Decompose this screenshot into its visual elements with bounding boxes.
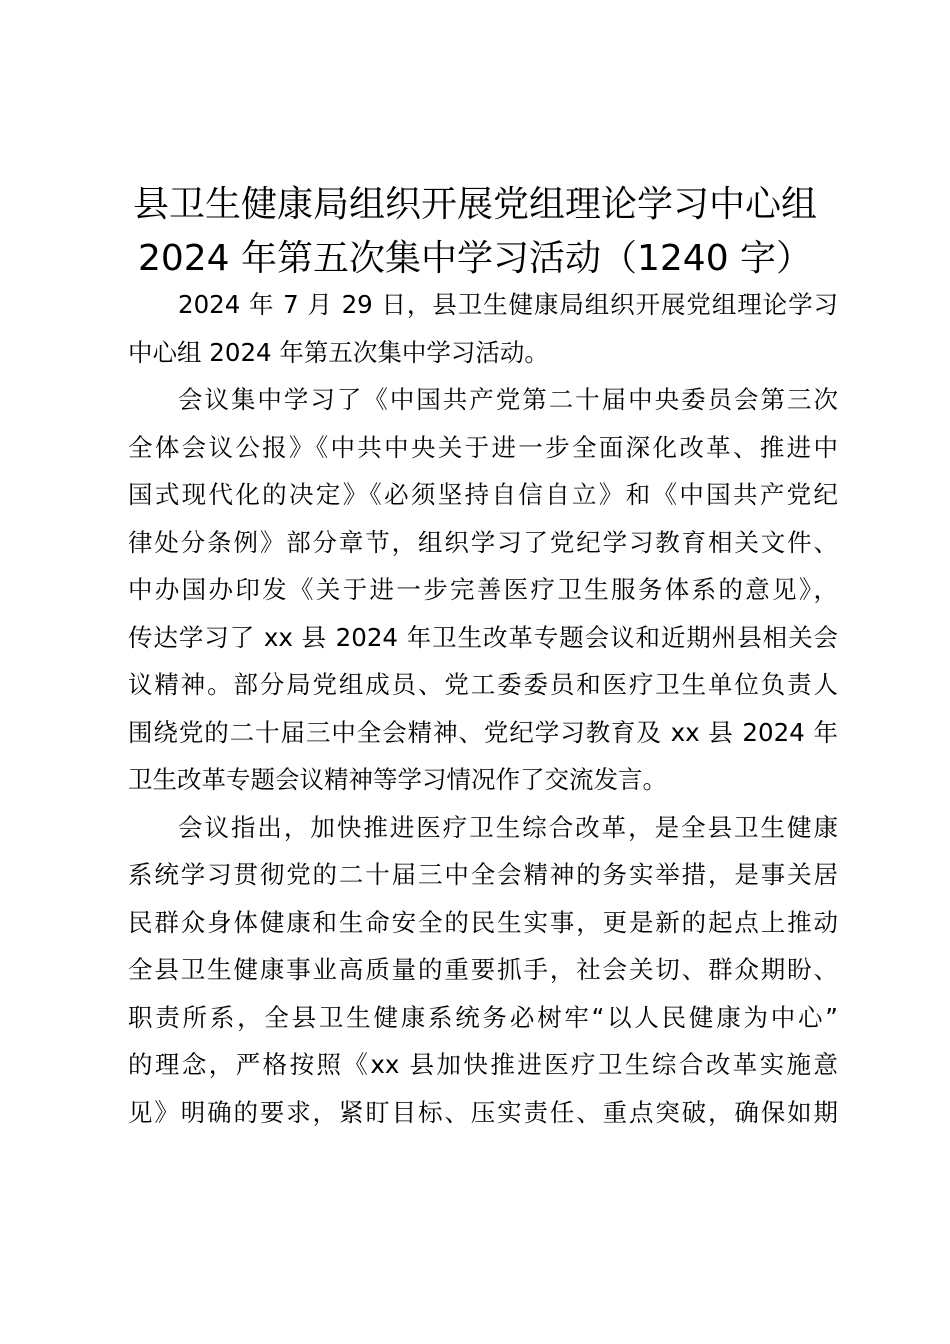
paragraph-line: 议精神。部分局党组成员、党工委委员和医疗卫生单位负责人 <box>128 670 838 699</box>
paragraph-line: 全体会议公报》《中共中央关于进一步全面深化改革、推进中 <box>128 432 838 462</box>
paragraph-line: 2024 年 7 月 29 日，县卫生健康局组织开展党组理论学习 <box>178 290 838 319</box>
paragraph-line: 全县卫生健康事业高质量的重要抓手，社会关切、群众期盼、 <box>128 955 838 984</box>
paragraph-line: 中心组 2024 年第五次集中学习活动。 <box>128 337 549 367</box>
paragraph-line: 中办国办印发《关于进一步完善医疗卫生服务体系的意见》， <box>128 575 838 604</box>
paragraph-1 <box>128 281 838 376</box>
paragraph-3 <box>128 804 838 1137</box>
paragraph-line: 会议集中学习了《中国共产党第二十届中央委员会第三次 <box>178 385 838 414</box>
paragraph-line: 的理念，严格按照《xx 县加快推进医疗卫生综合改革实施意 <box>128 1050 838 1079</box>
paragraph-line: 国式现代化的决定》《必须坚持自信自立》和《中国共产党纪 <box>128 480 838 509</box>
paragraph-line: 律处分条例》部分章节，组织学习了党纪学习教育相关文件、 <box>128 527 838 557</box>
title-line-2: 2024 年第五次集中学习活动（1240 字） <box>137 238 813 279</box>
document-body <box>128 281 838 1136</box>
paragraph-line: 会议指出，加快推进医疗卫生综合改革，是全县卫生健康 <box>178 812 838 842</box>
paragraph-line: 系统学习贯彻党的二十届三中全会精神的务实举措，是事关居 <box>128 860 838 889</box>
paragraph-2 <box>128 376 838 804</box>
paragraph-line: 围绕党的二十届三中全会精神、党纪学习教育及 xx 县 2024 年 <box>128 717 838 747</box>
paragraph-line: 见》明确的要求，紧盯目标、压实责任、重点突破，确保如期 <box>128 1097 838 1127</box>
document-title <box>100 178 850 286</box>
title-line-1: 县卫生健康局组织开展党组理论学习中心组 <box>132 184 817 225</box>
paragraph-line: 传达学习了 xx 县 2024 年卫生改革专题会议和近期州县相关会 <box>128 622 838 652</box>
paragraph-line: 卫生改革专题会议精神等学习情况作了交流发言。 <box>128 765 667 794</box>
paragraph-line: 职责所系，全县卫生健康系统务必树牢“以人民健康为中心” <box>128 1002 838 1032</box>
paragraph-line: 民群众身体健康和生命安全的民生实事，更是新的起点上推动 <box>128 907 838 937</box>
